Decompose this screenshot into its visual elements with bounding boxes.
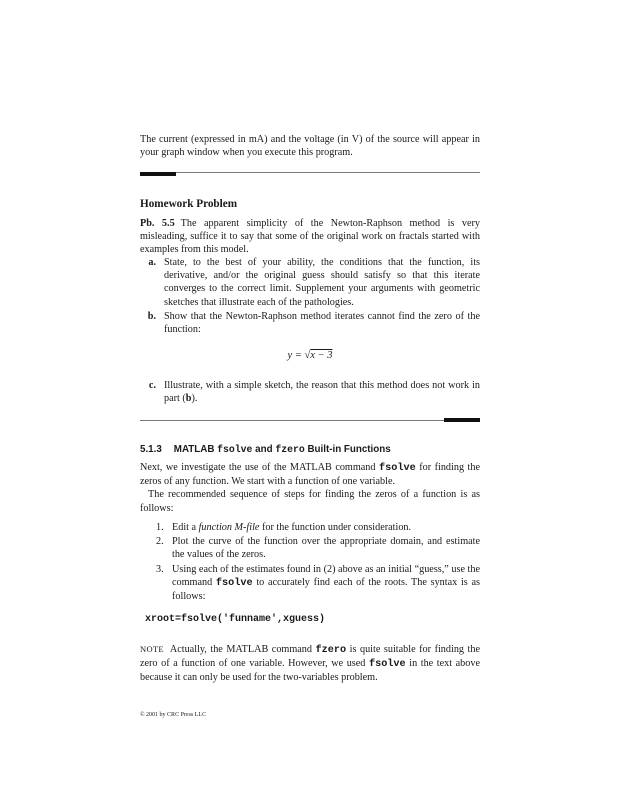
body-text: for finding the zeros of any function. We start with a function of one variable.	[140, 462, 480, 488]
problem-label: Pb. 5.5	[140, 218, 175, 229]
body-text: Next, we investigate the use of the MATLAB command	[140, 462, 380, 473]
problem-item-b	[140, 310, 480, 336]
body-paragraph-1	[140, 461, 480, 488]
equation	[140, 350, 480, 361]
step-emphasis: function M-file	[198, 522, 260, 533]
step-text: Using each of the estimates found in (2) above as an initial “guess,” use the command	[172, 563, 480, 588]
problem-paragraph	[140, 217, 480, 257]
step-marker: 3.	[156, 563, 164, 575]
item-text: State, to the best of your ability, the conditions that the function, its derivative, and/or the original guess should satisfy so that this iterate converges to the correct limit. Supplement your arguments with geometric sketches that illustrate each of the pathologies.	[164, 257, 480, 308]
section-number: 5.1.3	[140, 444, 162, 455]
divider-bottom	[140, 420, 480, 421]
item-ref: b	[185, 393, 192, 405]
problem-item-a	[140, 256, 480, 309]
divider-bottom-bar	[444, 418, 480, 422]
note-text: is quite suitable for finding the zero of a function of one variable. However, we used	[140, 644, 480, 670]
divider-top-bar	[140, 172, 176, 176]
step-cmd-fsolve: fsolve	[215, 577, 253, 589]
item-text: Illustrate, with a simple sketch, the reason that this method does not work in part (	[164, 380, 480, 405]
step-2	[140, 535, 480, 561]
section-title-post: Built-in Functions	[304, 444, 391, 455]
step-text: Edit a	[172, 522, 199, 533]
code-example: xroot=fsolve('funname',xguess)	[145, 614, 326, 625]
item-text-after: ).	[191, 393, 198, 405]
step-3	[140, 563, 480, 604]
intro-paragraph: The current (expressed in mA) and the voltage (in V) of the source will appear in your graph window when you execute this program.	[140, 134, 480, 159]
problem-text: The apparent simplicity of the Newton-Raphson method is very misleading, suffice it to say that some of the original work on fractals started with examples from this model.	[140, 218, 480, 256]
body-cmd-fsolve: fsolve	[379, 463, 416, 474]
steps-list	[140, 521, 480, 604]
section-title-pre: MATLAB	[173, 444, 218, 455]
note-text: in the text above because it can only be used for the two-variables problem.	[140, 658, 480, 684]
section-body	[140, 461, 480, 515]
step-text: Plot the curve of the function over the appropriate domain, and estimate the values of the zeros.	[172, 536, 480, 561]
note-cmd-fzero: fzero	[315, 645, 347, 656]
section-heading	[140, 444, 391, 455]
step-marker: 2.	[156, 536, 164, 548]
section-cmd-fzero: fzero	[275, 444, 305, 455]
step-text: to accurately find each of the roots. The syntax is as follows:	[172, 576, 480, 603]
problem-items	[140, 256, 480, 336]
item-marker: b.	[147, 310, 156, 322]
section-cmd-fsolve: fsolve	[217, 444, 253, 455]
homework-heading: Homework Problem	[140, 198, 238, 210]
section-title-mid: and	[252, 444, 276, 455]
problem-item-c	[140, 379, 480, 405]
problem-items-c	[140, 379, 480, 405]
item-marker: c.	[148, 380, 156, 391]
note-tag: NOTE	[140, 644, 164, 654]
step-marker: 1.	[156, 522, 164, 533]
body-paragraph-2: The recommended sequence of steps for finding the zeros of a function is as follows:	[140, 489, 480, 514]
note-cmd-fsolve: fsolve	[368, 659, 406, 671]
note-paragraph	[140, 643, 480, 685]
equation-radical: √	[304, 350, 311, 361]
equation-radicand: x − 3	[310, 350, 333, 361]
item-marker: a.	[148, 257, 156, 268]
copyright-footer: © 2001 by CRC Press LLC	[140, 712, 207, 718]
note-text: Actually, the MATLAB command	[169, 644, 316, 655]
equation-lhs: y =	[287, 350, 302, 361]
item-text: Show that the Newton-Raphson method iterates cannot find the zero of the function:	[164, 310, 480, 336]
divider-top	[140, 172, 480, 173]
step-text: for the function under consideration.	[259, 522, 412, 533]
step-1	[140, 521, 480, 534]
